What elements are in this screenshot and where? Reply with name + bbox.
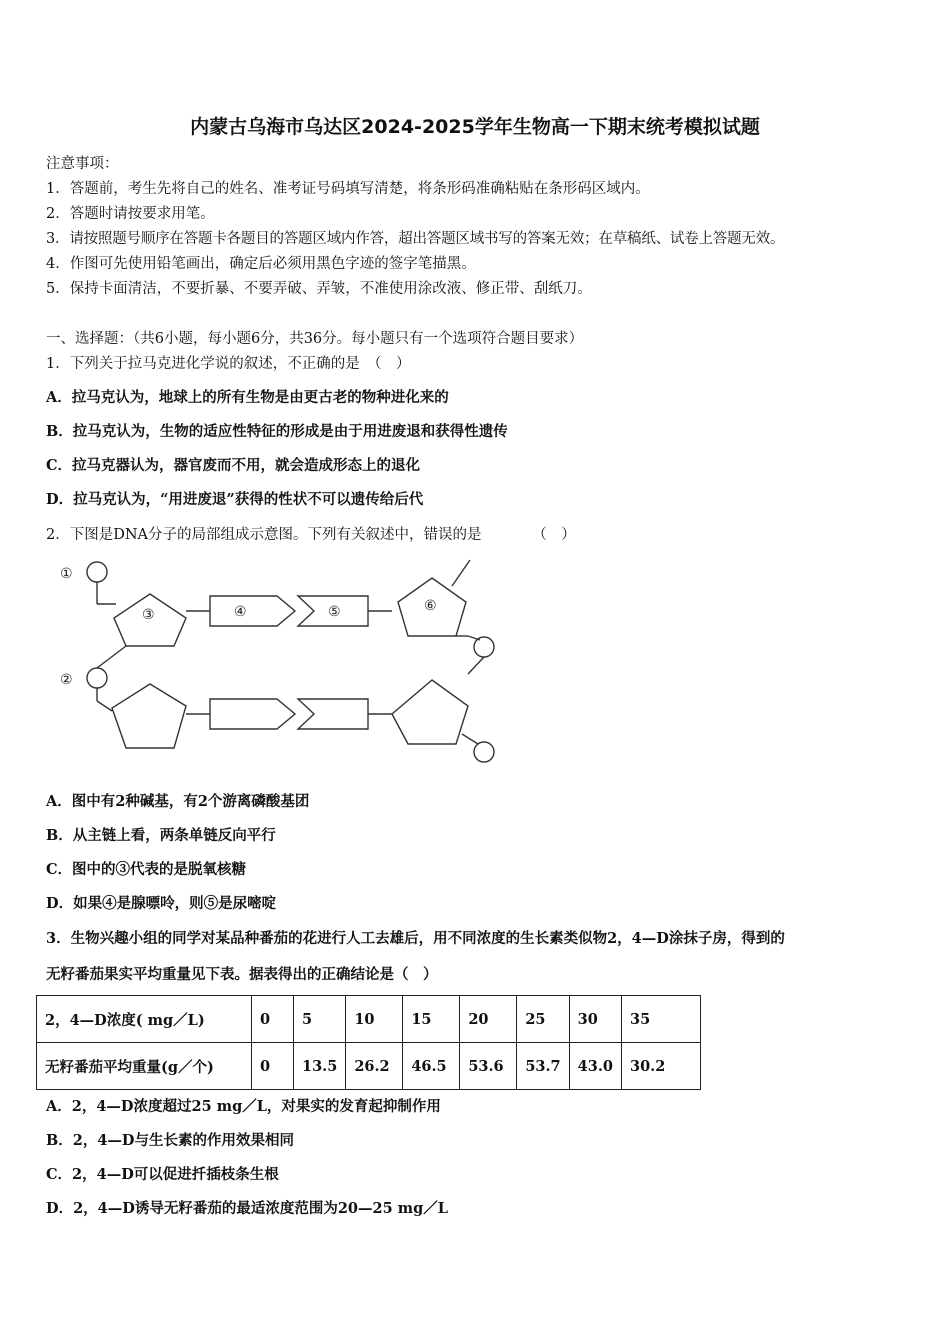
q3-option-b: B．2，4—D与生长素的作用效果相同 — [46, 1132, 295, 1149]
q2-option-c: C．图中的③代表的是脱氧核糖 — [46, 861, 247, 878]
q3-option-a: A．2，4—D浓度超过25 mg／L，对果实的发育起抑制作用 — [46, 1098, 441, 1115]
sugar-pentagon — [112, 684, 186, 748]
q1-option-d: D．拉马克认为，“用进废退”获得的性状不可以遗传给后代 — [46, 491, 424, 508]
phosphate-circle — [87, 668, 107, 688]
notes-item: 1．答题前，考生先将自己的姓名、准考证号码填写清楚，将条形码准确粘贴在条形码区域内。 — [46, 181, 650, 197]
table-row — [37, 996, 701, 1043]
table-cell: 5 — [294, 996, 346, 1043]
table-cell: 30.2 — [621, 1043, 700, 1090]
q2-option-a: A．图中有2种碱基，有2个游离磷酸基团 — [46, 793, 310, 810]
q1-stem: 1．下列关于拉马克进化学说的叙述，不正确的是 （ ） — [46, 356, 411, 372]
q1-option-b: B．拉马克认为，生物的适应性特征的形成是由于用进废退和获得性遗传 — [46, 423, 508, 440]
q3-stem-line1: 3．生物兴趣小组的同学对某品种番茄的花进行人工去雄后，用不同浓度的生长素类似物2，4—D涂抹子房，得到的 — [46, 930, 785, 947]
q2-option-d: D．如果④是腺嘌呤，则⑤是尿嘧啶 — [46, 895, 277, 912]
q1-option-c: C．拉马克器认为，器官废而不用，就会造成形态上的退化 — [46, 457, 421, 474]
table-cell: 15 — [403, 996, 460, 1043]
table-cell: 13.5 — [294, 1043, 346, 1090]
table-cell: 0 — [252, 996, 294, 1043]
data-table — [36, 995, 701, 1090]
table-cell: 26.2 — [346, 1043, 403, 1090]
notes-item: 2．答题时请按要求用笔。 — [46, 206, 215, 222]
phosphate-circle — [474, 637, 494, 657]
label-5: ⑤ — [328, 604, 341, 620]
table-row-label: 无籽番茄平均重量(g／个) — [37, 1043, 252, 1090]
base-notched-shape — [298, 699, 368, 729]
q3-option-c: C．2，4—D可以促进扦插枝条生根 — [46, 1166, 279, 1183]
table-row-label: 2，4—D浓度( mg／L) — [37, 996, 252, 1043]
q2-option-b: B．从主链上看，两条单链反向平行 — [46, 827, 276, 844]
notes-heading: 注意事项： — [46, 156, 119, 172]
table-cell: 0 — [252, 1043, 294, 1090]
q2-stem: 2．下图是DNA分子的局部组成示意图。下列有关叙述中，错误的是 （ ） — [46, 527, 576, 543]
q3-stem-line2: 无籽番茄果实平均重量见下表。据表得出的正确结论是（ ） — [46, 966, 438, 983]
table-cell: 43.0 — [569, 1043, 621, 1090]
q1-option-a: A．拉马克认为，地球上的所有生物是由更古老的物种进化来的 — [46, 389, 449, 406]
label-2: ② — [60, 672, 73, 688]
page-title: 内蒙古乌海市乌达区2024-2025学年生物高一下期末统考模拟试题 — [190, 116, 760, 138]
table-cell: 20 — [460, 996, 517, 1043]
dna-diagram — [52, 556, 502, 771]
sugar-pentagon — [392, 680, 468, 744]
table-cell: 53.7 — [517, 1043, 569, 1090]
label-1: ① — [60, 566, 73, 582]
table-cell: 25 — [517, 996, 569, 1043]
section-heading: 一、选择题：（共6小题，每小题6分，共36分。每小题只有一个选项符合题目要求） — [46, 331, 584, 347]
label-3: ③ — [142, 607, 155, 623]
table-cell: 46.5 — [403, 1043, 460, 1090]
notes-item: 4．作图可先使用铅笔画出，确定后必须用黑色字迹的签字笔描黑。 — [46, 256, 476, 272]
label-6: ⑥ — [424, 598, 437, 614]
q3-option-d: D．2，4—D诱导无籽番茄的最适浓度范围为20—25 mg／L — [46, 1200, 448, 1217]
table-row — [37, 1043, 701, 1090]
base-pentagon-shape — [210, 699, 295, 729]
table-cell: 30 — [569, 996, 621, 1043]
table-cell: 10 — [346, 996, 403, 1043]
table-cell: 35 — [621, 996, 700, 1043]
base-pentagon-shape — [210, 596, 295, 626]
table-cell: 53.6 — [460, 1043, 517, 1090]
notes-item: 5．保持卡面清洁，不要折暴、不要弄破、弄皱，不准使用涂改液、修正带、刮纸刀。 — [46, 281, 592, 297]
notes-item: 3．请按照题号顺序在答题卡各题目的答题区域内作答，超出答题区域书写的答案无效；在草稿纸、试卷上答题无效。 — [46, 231, 785, 247]
phosphate-circle — [87, 562, 107, 582]
label-4: ④ — [234, 604, 247, 620]
phosphate-circle — [474, 742, 494, 762]
